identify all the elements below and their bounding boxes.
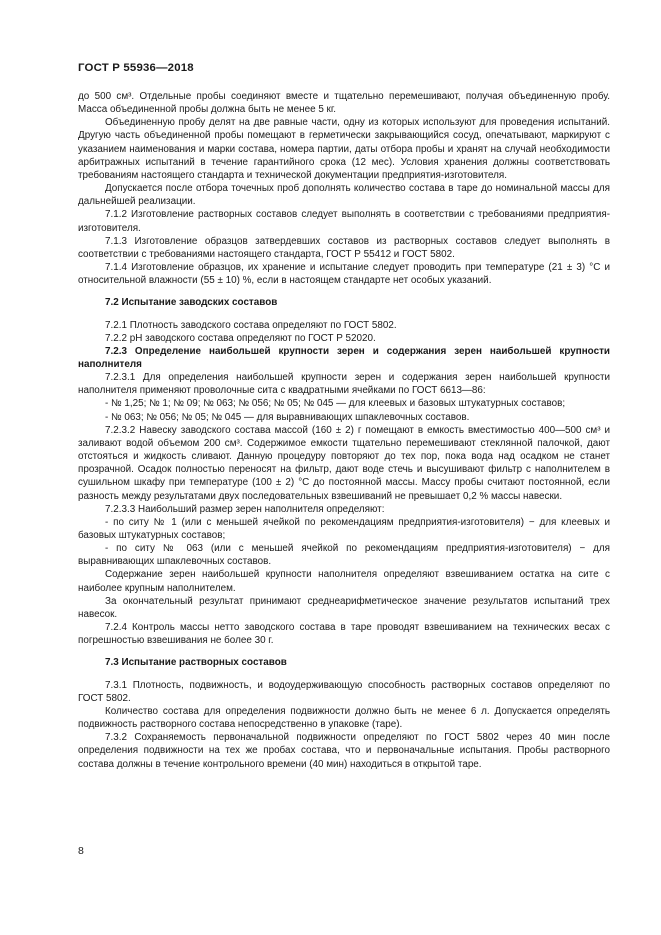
clause-7-3-1: 7.3.1 Плотность, подвижность, и водоудерживающую способность растворных составов определяют по ГОСТ 5802. (78, 679, 610, 704)
paragraph-coarse-content: Содержание зерен наибольшей крупности наполнителя определяют взвешиванием остатка на сите с наиболее крупным наполнителем. (78, 569, 610, 594)
section-7-3-heading: 7.3 Испытание растворных составов (105, 657, 287, 669)
clause-7-2-3-1: 7.2.3.1 Для определения наибольшей крупности зерен и содержания зерен наибольшей крупности наполнителя применяют проволочные сита с квадратными ячейками по ГОСТ 6613—86: (78, 372, 610, 397)
paragraph-combined-sample: Объединенную пробу делят на две равные части, одну из которых используют для проведения испытаний. Другую часть объединенной пробы помещают в герметически закрывающийся сосуд, опечатывают, маркируют с указанием наименования и марки состава, номера партии, даты отбора пробы и хранят на случай необходимости арбитражных испытаний в течение гарантийного срока (12 мес). Условия хранения должны соответствовать требованиям настоящего стандарта и технической документации предприятия-изготовителя. (78, 117, 610, 181)
clause-7-2-2: 7.2.2 pH заводского состава определяют по ГОСТ Р 52020. (105, 332, 376, 344)
paragraph-sample-volume: до 500 см³. Отдельные пробы соединяют вместе и тщательно перемешивают, получая объединенную пробу. Масса объединенной пробы должна быть не менее 5 кг. (78, 91, 610, 116)
clause-7-1-3: 7.1.3 Изготовление образцов затвердевших составов из растворных составов следует выполнять в соответствии с требованиями настоящего стандарта, ГОСТ Р 55412 и ГОСТ 5802. (78, 235, 610, 260)
clause-7-1-2: 7.1.2 Изготовление растворных составов следует выполнять в соответствии с требованиями предприятия-изготовителя. (78, 209, 610, 234)
list-item-sieve-063: - по ситу № 063 (или с меньшей ячейкой по рекомендациям предприятия-изготовителя) − для выравнивающих шпаклевочных составов. (78, 543, 610, 568)
clause-7-3-2: 7.3.2 Сохраняемость первоначальной подвижности определяют по ГОСТ 5802 через 40 мин после определения подвижности на тех же пробах состава, что и первоначальные испытания. Пробы растворного состава должны в течение контрольного времени (40 мин) находиться в открытой таре. (78, 732, 610, 770)
page-number: 8 (78, 845, 84, 857)
clause-7-2-4: 7.2.4 Контроль массы нетто заводского состава в таре проводят взвешиванием на технических весах с погрешностью взвешивания не более 30 г. (78, 622, 610, 647)
paragraph-topping-up: Допускается после отбора точечных проб дополнять количество состава в таре до номинальной массы для дальнейшей реализации. (78, 183, 610, 208)
list-item-sieve-1: - по ситу № 1 (или с меньшей ячейкой по рекомендациям предприятия-изготовителя) − для клеевых и базовых штукатурных составов; (78, 516, 610, 541)
paragraph-mobility-quantity: Количество состава для определения подвижности должно быть не менее 6 л. Допускается определять подвижность растворного состава непосредственно в упаковке (таре). (78, 705, 610, 731)
list-item-sieves-adhesive: - № 1,25; № 1; № 09; № 063; № 056; № 05; № 045 — для клеевых и базовых штукатурных составов; (105, 398, 566, 410)
section-7-2-heading: 7.2 Испытание заводских составов (105, 297, 278, 309)
clause-7-1-4: 7.1.4 Изготовление образцов, их хранение и испытание следует проводить при температуре (21 ± 3) °С и относительной влажности (55 ± 10) %, если в настоящем стандарте нет особых указаний. (78, 262, 610, 287)
clause-7-2-3-3: 7.2.3.3 Наибольший размер зерен наполнителя определяют: (105, 503, 385, 515)
clause-7-2-3-2: 7.2.3.2 Навеску заводского состава массой (160 ± 2) г помещают в емкость вместимостью 400—500 см³ и заливают водой объемом 200 см³. Содержимое емкости тщательно перемешивают стеклянной палочкой, дают отстояться и жидкость сливают. Данную процедуру повторяют до тех пор, пока вода над осадком не станет прозрачной. Осадок полностью переносят на фильтр, дают воде стечь и высушивают фильтр с наполнителем в сушильном шкафу при температуре (100 ± 2) °С до постоянной массы. Массу пробы считают постоянной, если разность между результатами двух последовательных взвешиваний не превышает 0,2 % массы навески. (78, 424, 610, 502)
clause-7-2-1: 7.2.1 Плотность заводского состава определяют по ГОСТ 5802. (105, 319, 397, 331)
list-item-sieves-putty: - № 063; № 056; № 05; № 045 — для выравнивающих шпаклевочных составов. (105, 411, 470, 423)
document-body (78, 90, 610, 771)
document-header: ГОСТ Р 55936—2018 (78, 62, 194, 74)
paragraph-final-result: За окончательный результат принимают среднеарифметическое значение результатов испытаний трех навесок. (78, 595, 610, 620)
clause-7-2-3-heading: 7.2.3 Определение наибольшей крупности зерен и содержания зерен наибольшей крупности наполнителя (78, 345, 610, 370)
